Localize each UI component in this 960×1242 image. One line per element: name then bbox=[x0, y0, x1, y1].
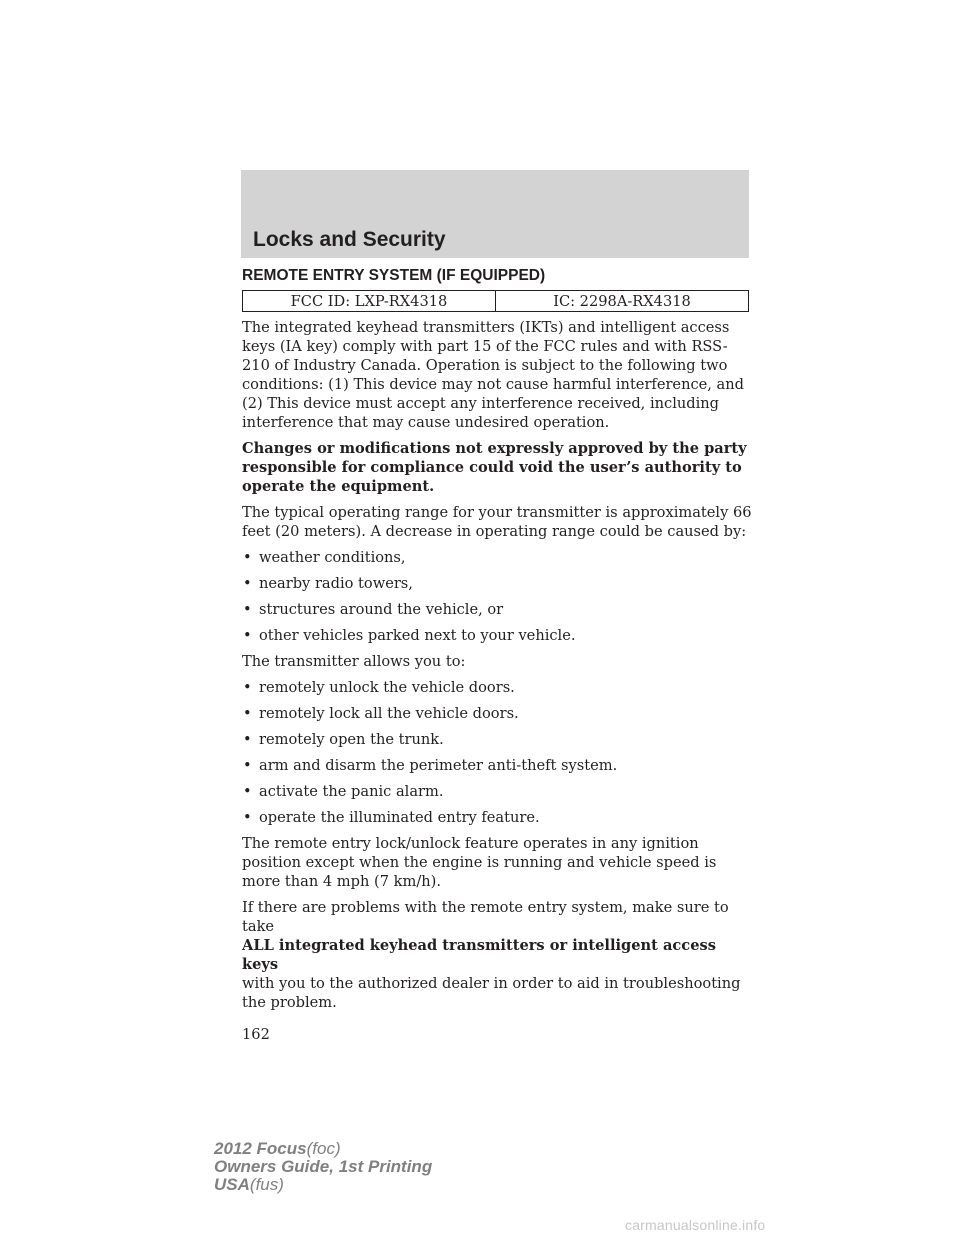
ic-cell: IC: 2298A-RX4318 bbox=[496, 291, 749, 312]
footer-market: USA bbox=[214, 1175, 250, 1194]
section-title: Locks and Security bbox=[253, 228, 446, 251]
problems-paragraph bbox=[242, 898, 754, 1012]
list-item bbox=[242, 600, 754, 619]
list-item-text: structures around the vehicle, or bbox=[259, 601, 504, 618]
footer-line-market bbox=[214, 1176, 432, 1194]
id-table bbox=[242, 290, 749, 312]
print-footer bbox=[214, 1140, 432, 1194]
page-number: 162 bbox=[242, 1026, 270, 1043]
section-heading: REMOTE ENTRY SYSTEM (IF EQUIPPED) bbox=[242, 267, 546, 284]
list-item-text: remotely lock all the vehicle doors. bbox=[259, 705, 519, 722]
list-item bbox=[242, 756, 754, 775]
list-item bbox=[242, 704, 754, 723]
problems-text-bold: ALL integrated keyhead transmitters or intelligent access keys bbox=[242, 937, 716, 973]
bullet-icon: • bbox=[243, 627, 252, 644]
bullet-icon: • bbox=[243, 731, 252, 748]
page-content bbox=[242, 266, 754, 1019]
list-item-text: remotely open the trunk. bbox=[259, 731, 444, 748]
bullet-icon: • bbox=[243, 679, 252, 696]
footer-line-guide bbox=[214, 1158, 432, 1176]
bullet-icon: • bbox=[243, 783, 252, 800]
footer-market-code: (fus) bbox=[249, 1175, 284, 1194]
bullet-icon: • bbox=[243, 757, 252, 774]
watermark-link[interactable]: carmanualsonline.info bbox=[625, 1217, 766, 1233]
list-item-text: arm and disarm the perimeter anti-theft system. bbox=[259, 757, 618, 774]
section-header-band bbox=[241, 170, 749, 258]
footer-line-model bbox=[214, 1140, 432, 1158]
problems-text-end: with you to the authorized dealer in order to aid in troubleshooting the problem. bbox=[242, 975, 741, 1011]
ignition-paragraph: The remote entry lock/unlock feature operates in any ignition position except when the engine is running and vehicle speed is more than 4 mph (7 km/h). bbox=[242, 835, 717, 890]
id-table-row bbox=[243, 291, 749, 312]
list-item bbox=[242, 678, 754, 697]
range-causes-list bbox=[242, 548, 754, 645]
list-item-text: remotely unlock the vehicle doors. bbox=[259, 679, 515, 696]
list-item bbox=[242, 574, 754, 593]
list-item bbox=[242, 626, 754, 645]
list-item-text: other vehicles parked next to your vehicle. bbox=[259, 627, 576, 644]
bullet-icon: • bbox=[243, 575, 252, 592]
list-item-text: weather conditions, bbox=[259, 549, 406, 566]
bullet-icon: • bbox=[243, 809, 252, 826]
list-item bbox=[242, 782, 754, 801]
fcc-id-cell: FCC ID: LXP-RX4318 bbox=[243, 291, 496, 312]
list-item bbox=[242, 808, 754, 827]
compliance-paragraph: The integrated keyhead transmitters (IKTs) and intelligent access keys (IA key) comply with part 15 of the FCC rules and with RSS-210 of Industry Canada. Operation is subject to the following two conditions: (1) This device may not cause harmful interference, and (2) This device must accept any interference received, including interference that may cause undesired operation. bbox=[242, 319, 745, 431]
bullet-icon: • bbox=[243, 549, 252, 566]
list-item bbox=[242, 730, 754, 749]
problems-text-start: If there are problems with the remote entry system, make sure to take bbox=[242, 899, 729, 935]
footer-guide: Owners Guide, 1st Printing bbox=[214, 1157, 433, 1176]
list-item-text: operate the illuminated entry feature. bbox=[259, 809, 540, 826]
footer-model-code: (foc) bbox=[306, 1139, 341, 1158]
warning-paragraph: Changes or modifications not expressly approved by the party responsible for compliance could void the user’s authority to operate the equipment. bbox=[242, 440, 747, 495]
bullet-icon: • bbox=[243, 705, 252, 722]
bullet-icon: • bbox=[243, 601, 252, 618]
range-paragraph: The typical operating range for your transmitter is approximately 66 feet (20 meters). A decrease in operating range could be caused by: bbox=[242, 504, 752, 540]
list-item-text: nearby radio towers, bbox=[259, 575, 413, 592]
list-item bbox=[242, 548, 754, 567]
footer-model: 2012 Focus bbox=[214, 1139, 307, 1158]
list-item-text: activate the panic alarm. bbox=[259, 783, 444, 800]
capabilities-list bbox=[242, 678, 754, 827]
allows-paragraph: The transmitter allows you to: bbox=[242, 653, 466, 670]
